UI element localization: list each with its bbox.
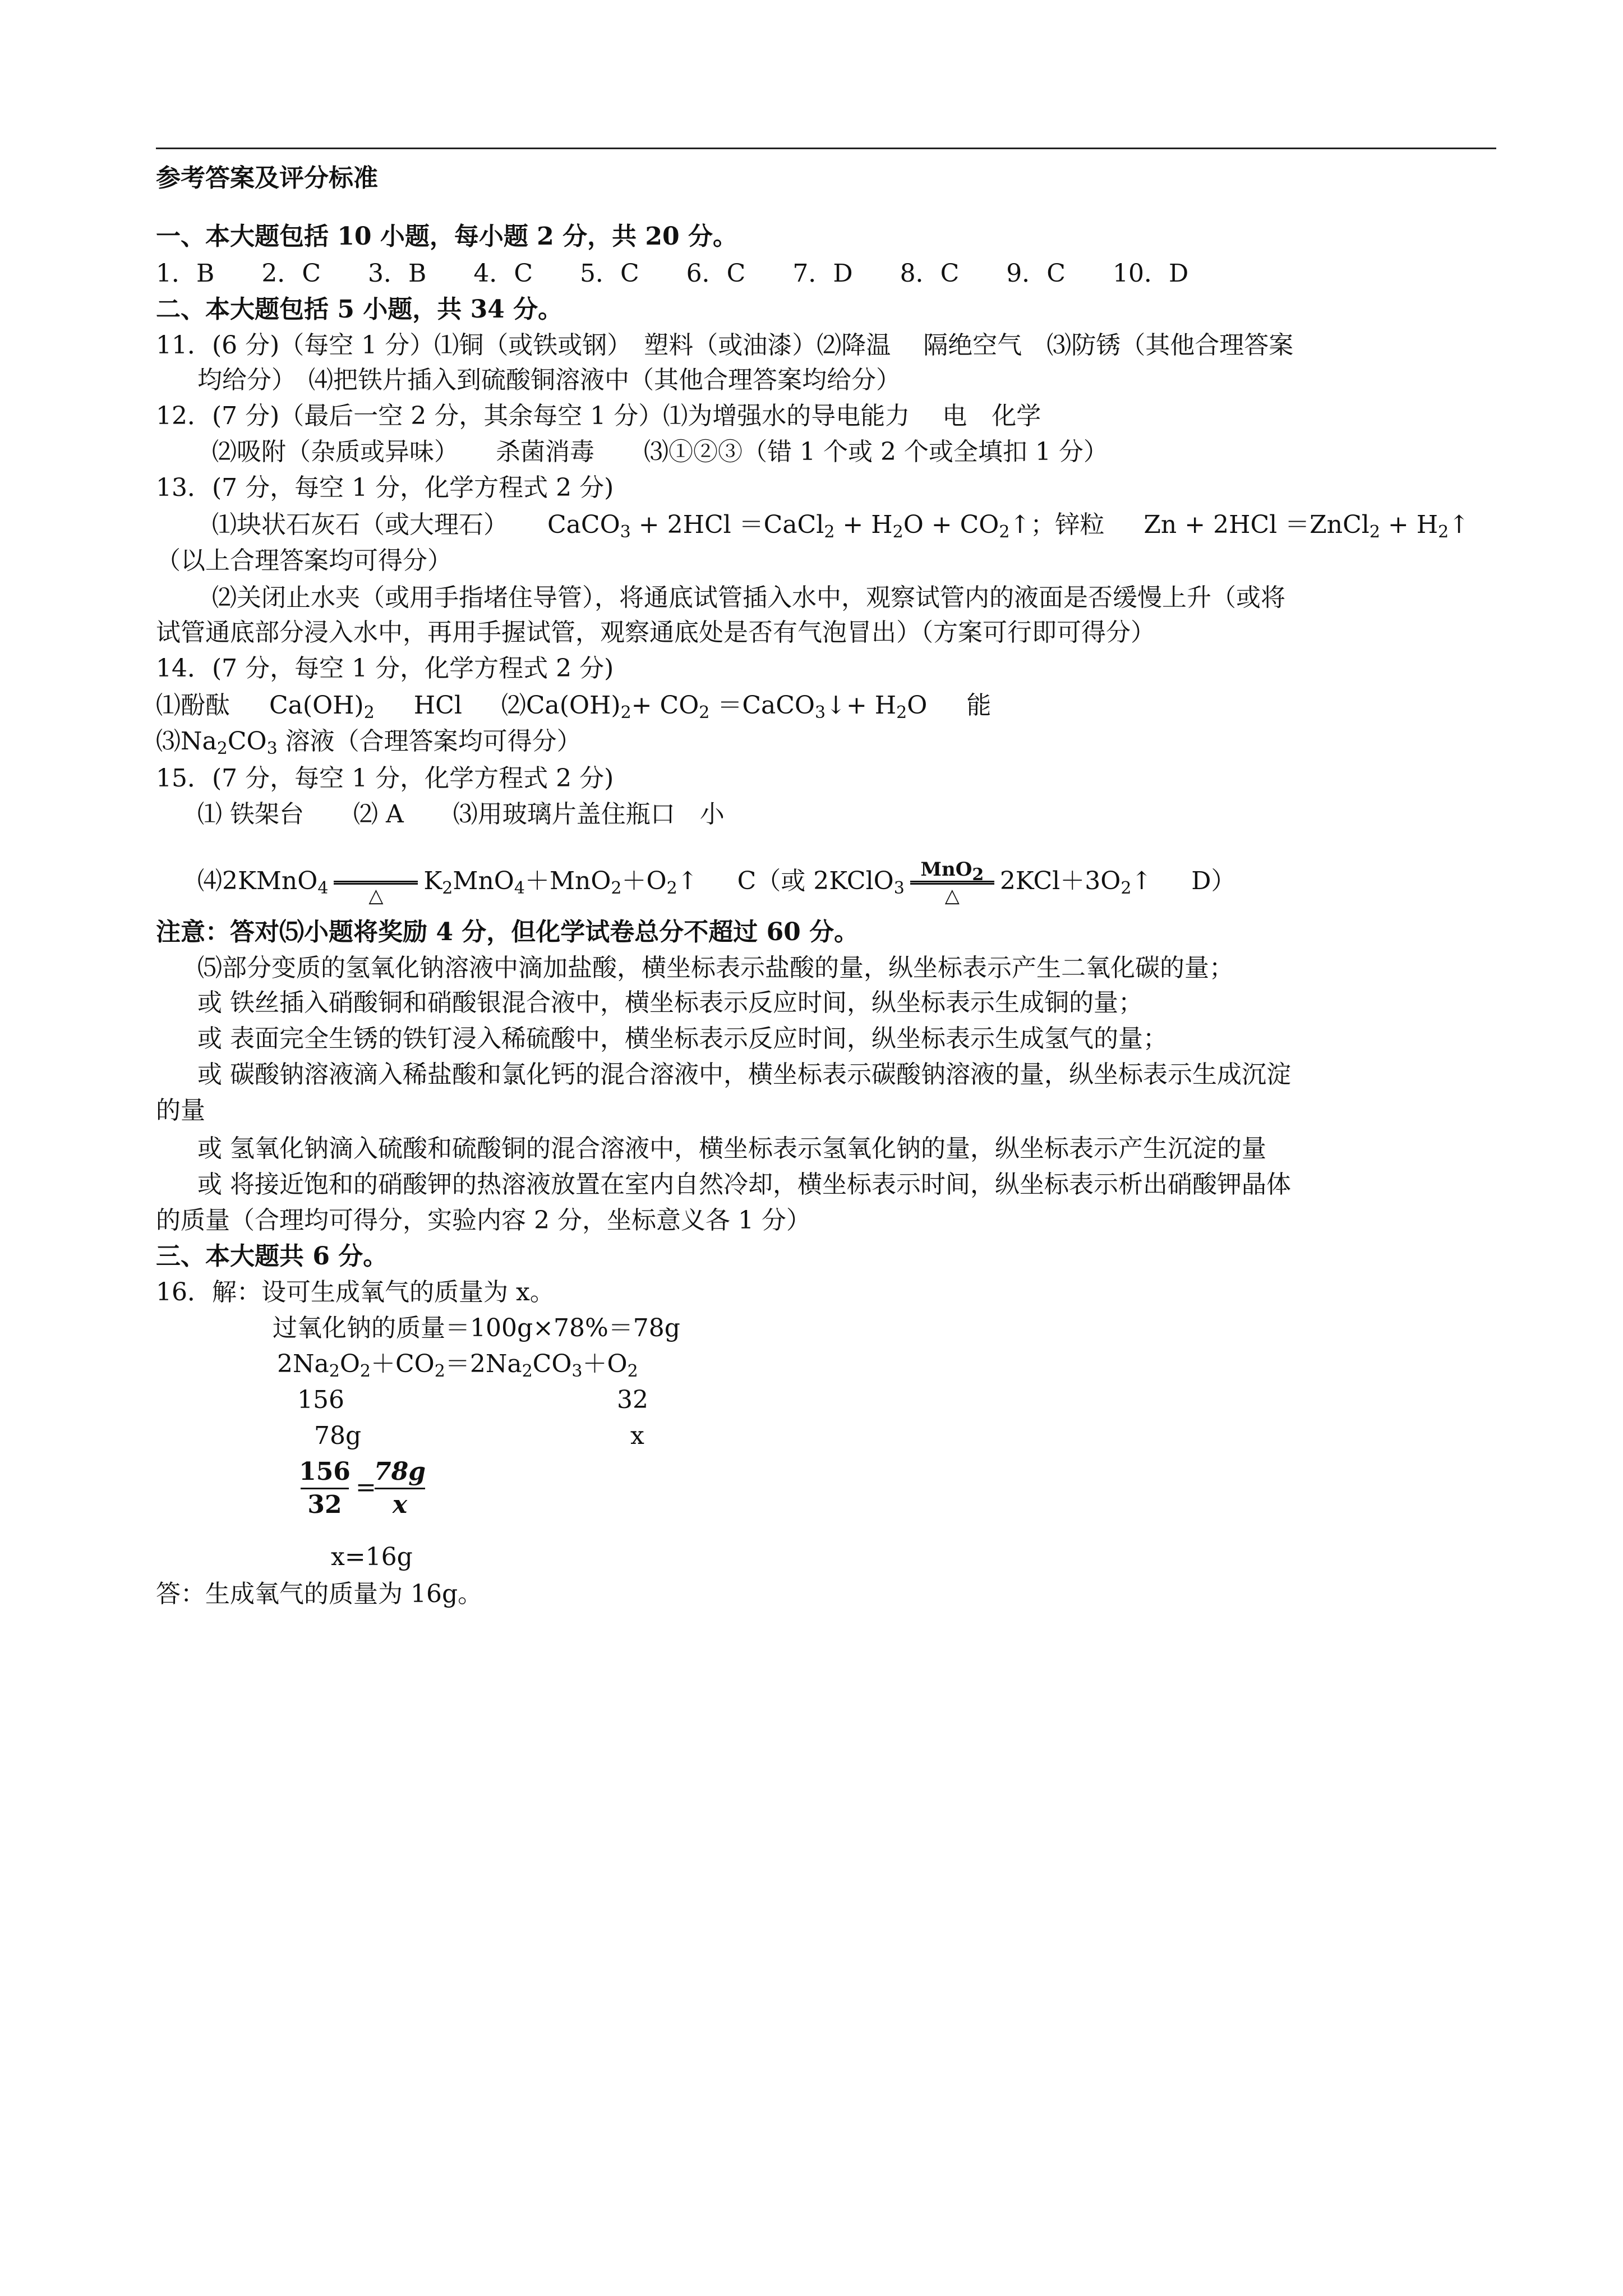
- q16-mass-left-1: 156: [297, 1386, 344, 1414]
- q12-line2: ⑵吸附（杂质或异味） 杀菌消毒 ⑶①②③（错 1 个或 2 个或全填扣 1 分）: [212, 438, 1108, 466]
- section1-heading: 一、本大题包括 10 小题，每小题 2 分，共 20 分。: [156, 222, 737, 251]
- q13-equation-2: Zn + 2HCl ＝ZnCl$_2$ + $H_2↑$: [1144, 510, 1470, 542]
- answer-6: 6．C: [686, 259, 746, 288]
- reaction-condition-catalyst: MnO$_2$ △: [910, 858, 994, 907]
- page-title: 参考答案及评分标准: [156, 164, 378, 192]
- q11-line2: 均给分） ⑷把铁片插入到硫酸铜溶液中（其他合理答案均给分）: [197, 366, 901, 394]
- top-rule: [156, 148, 1496, 149]
- section3-heading: 三、本大题共 6 分。: [156, 1242, 388, 1271]
- q14-line1: ⑴酚酞 $Ca(OH)_2$ HCl $⑵Ca(OH)_2+ CO_2$ ＝CaCO$_3$↓+ $H_2O$ 能: [156, 691, 992, 723]
- answer-2: 2．C: [261, 259, 321, 288]
- section2-heading: 二、本大题包括 5 小题，共 34 分。: [156, 295, 563, 324]
- q14-line2: $⑶Na_2CO_3$ 溶液（合理答案均可得分）: [156, 727, 582, 758]
- fraction-equals: =: [356, 1473, 376, 1502]
- q16-answer: 答：生成氧气的质量为 16g。: [156, 1580, 483, 1608]
- fraction-left: 156 32: [299, 1457, 351, 1519]
- q13-heading: 13．(7 分，每空 1 分，化学方程式 2 分): [156, 473, 614, 502]
- q13-part1-mid: ；锌粒: [1030, 510, 1105, 539]
- q16-mass-right-2: x: [630, 1421, 644, 1450]
- note-line: 或 铁丝插入硝酸铜和硝酸银混合液中，横坐标表示反应时间，纵坐标表示生成铜的量；: [197, 988, 1143, 1017]
- q13-note: （以上合理答案均可得分）: [156, 546, 452, 575]
- note-line: 或 将接近饱和的硝酸钾的热溶液放置在室内自然冷却，横坐标表示时间，纵坐标表示析出硝酸钾晶体: [197, 1170, 1291, 1199]
- answer-3: 3．B: [368, 259, 427, 288]
- note-line: 或 表面完全生锈的铁钉浸入稀硫酸中，横坐标表示反应时间，纵坐标表示生成氢气的量；: [197, 1024, 1168, 1053]
- q15-line2: ⑷2KMnO$_4$ △ $K_2MnO_4+MnO_2+O_2↑$ C（或 2KClO$_3$ MnO$_2$ △ $2KCl+3O_2↑$ D）: [197, 858, 1236, 907]
- answer-1: 1．B: [156, 259, 215, 288]
- answer-4: 4．C: [473, 259, 533, 288]
- answer-10: 10．D: [1112, 259, 1189, 288]
- note-line: 的质量（合理均可得分，实验内容 2 分，坐标意义各 1 分）: [156, 1206, 811, 1235]
- q16-line1: 16．解：设可生成氧气的质量为 x。: [156, 1278, 555, 1306]
- reaction-condition-heat: △: [334, 858, 418, 907]
- q13-part2-line2: 试管通底部分浸入水中，再用手握试管，观察通底处是否有气泡冒出）（方案可行即可得分）: [156, 618, 1155, 647]
- note-line: 或 氢氧化钠滴入硫酸和硫酸铜的混合溶液中，横坐标表示氢氧化钠的量，纵坐标表示产生沉淀的量: [197, 1134, 1266, 1163]
- q16-mass-right-1: 32: [617, 1386, 648, 1414]
- q16-line2: 过氧化钠的质量＝100g×78%＝78g: [273, 1314, 680, 1342]
- q15-heading: 15．(7 分，每空 1 分，化学方程式 2 分): [156, 764, 614, 793]
- q16-result: x=16g: [331, 1543, 413, 1571]
- section1-answers: [156, 256, 1188, 292]
- q13-part1: [212, 507, 1469, 543]
- q15-line1: ⑴ 铁架台 ⑵ A ⑶用玻璃片盖住瓶口 小: [197, 800, 725, 829]
- q12-line1: 12．(7 分)（最后一空 2 分，其余每空 1 分）⑴为增强水的导电能力 电 化学: [156, 402, 1041, 430]
- q11-line1: 11．(6 分)（每空 1 分）⑴铜（或铁或钢） 塑料（或油漆）⑵降温 隔绝空气 ⑶防锈（其他合理答案: [156, 331, 1294, 360]
- answer-5: 5．C: [580, 259, 639, 288]
- q16-equation: $2Na_2O_2+CO_2=2Na_2CO_3+O_2$: [277, 1350, 638, 1381]
- q13-part2-line1: ⑵关闭止水夹（或用手指堵住导管），将通底试管插入水中，观察试管内的液面是否缓慢上升（或将: [212, 583, 1285, 612]
- note-line: 或 碳酸钠溶液滴入稀盐酸和氯化钙的混合溶液中，横坐标表示碳酸钠溶液的量，纵坐标表示生成沉淀: [197, 1060, 1291, 1089]
- note-line: ⑸部分变质的氢氧化钠溶液中滴加盐酸，横坐标表示盐酸的量，纵坐标表示产生二氧化碳的量；: [197, 954, 1234, 982]
- answer-7: 7．D: [792, 259, 853, 288]
- note-line: 的量: [156, 1096, 205, 1125]
- q13-equation-1: CaCO$_3$ + 2HCl ＝CaCl$_2$ + $H_2O$ + $CO_2↑$: [547, 510, 1031, 542]
- answer-9: 9．C: [1006, 259, 1066, 288]
- q16-mass-left-2: 78g: [314, 1421, 362, 1450]
- q13-part1-prefix: ⑴块状石灰石（或大理石）: [212, 510, 508, 539]
- note-heading: 注意：答对⑸小题将奖励 4 分，但化学试卷总分不超过 60 分。: [156, 918, 859, 946]
- answer-8: 8．C: [900, 259, 960, 288]
- fraction-right: 78g x: [374, 1457, 426, 1519]
- q14-heading: 14．(7 分，每空 1 分，化学方程式 2 分): [156, 654, 614, 683]
